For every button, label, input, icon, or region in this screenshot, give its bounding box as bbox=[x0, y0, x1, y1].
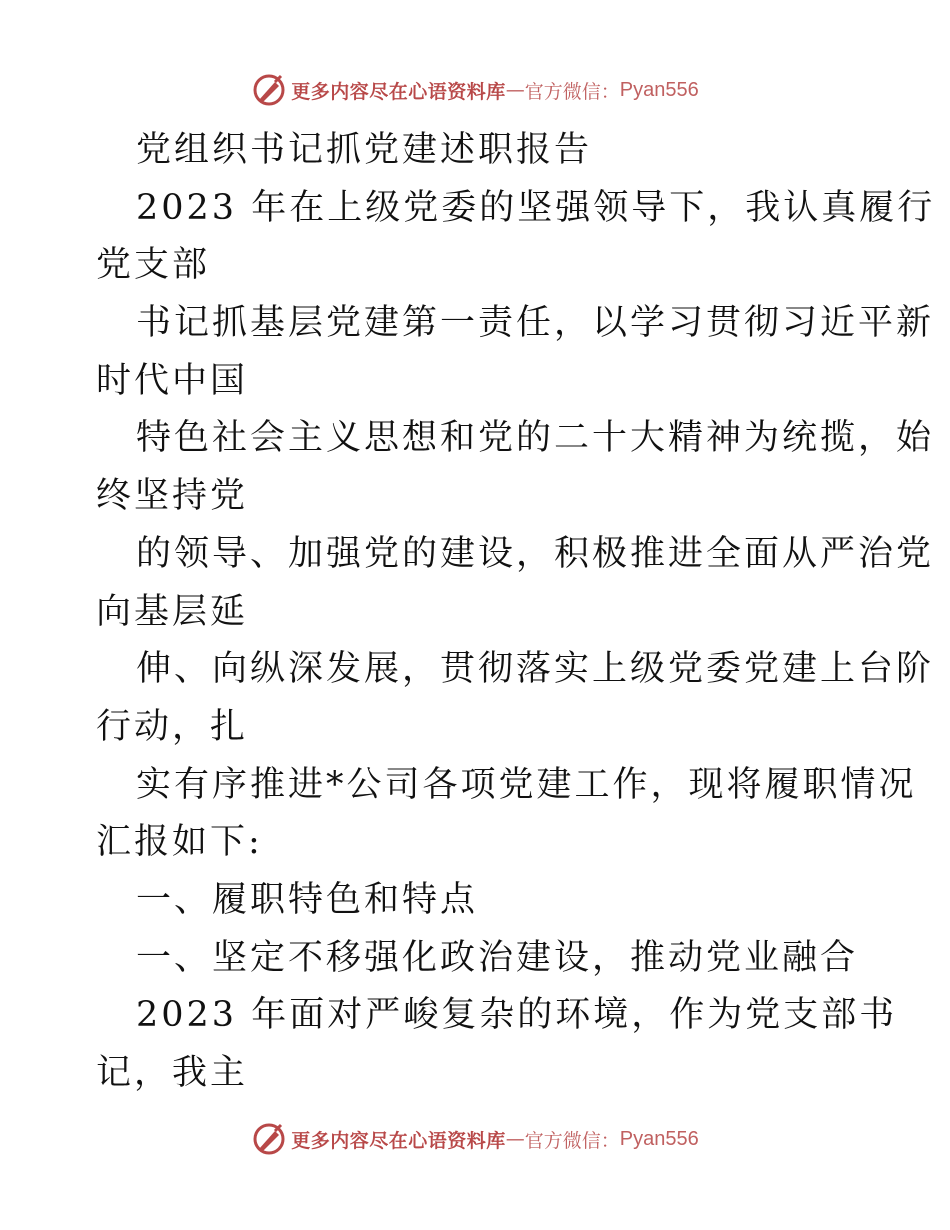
watermark-account: Pyan556 bbox=[619, 78, 699, 101]
header-watermark bbox=[0, 70, 950, 110]
paragraph-line: 伸、向纵深发展，贯彻落实上级党委党建上台阶 bbox=[136, 649, 935, 690]
paragraph-line: 书记抓基层党建第一责任，以学习贯彻习近平新 bbox=[136, 303, 935, 344]
section-heading: 一、履职特色和特点 bbox=[136, 879, 479, 920]
footer-watermark bbox=[0, 1119, 950, 1159]
watermark-label: 官方微信： bbox=[524, 1129, 620, 1152]
paragraph-line: 2023 年在上级党委的坚强领导下，我认真履行 bbox=[136, 187, 936, 228]
paragraph-line: 实有序推进*公司各项党建工作，现将履职情况 bbox=[136, 764, 917, 805]
paragraph-line: 记，我主 bbox=[96, 1053, 249, 1093]
watermark-label: 官方微信： bbox=[524, 80, 620, 103]
pen-logo-icon bbox=[251, 1121, 287, 1157]
doc-title: 党组织书记抓党建述职报告 bbox=[136, 130, 593, 170]
paragraph-line: 党支部 bbox=[96, 245, 211, 286]
paragraph-line: 向基层延 bbox=[96, 591, 249, 632]
document-body bbox=[96, 122, 936, 1103]
subsection-heading: 一、坚定不移强化政治建设，推动党业融合 bbox=[136, 937, 859, 978]
paragraph-line: 汇报如下: bbox=[96, 822, 263, 863]
paragraph-line: 终坚持党 bbox=[96, 476, 249, 517]
watermark-separator: — bbox=[505, 1128, 525, 1150]
paragraph-line: 特色社会主义思想和党的二十大精神为统揽，始 bbox=[136, 418, 935, 459]
watermark-text: 更多内容尽在心语资料库 bbox=[291, 80, 506, 103]
watermark-text: 更多内容尽在心语资料库 bbox=[291, 1129, 506, 1152]
watermark-account: Pyan556 bbox=[619, 1127, 699, 1150]
paragraph-line: 的领导、加强党的建设，积极推进全面从严治党 bbox=[136, 533, 935, 574]
watermark-separator: — bbox=[505, 79, 525, 101]
pen-logo-icon bbox=[251, 72, 287, 108]
paragraph-line: 行动，扎 bbox=[96, 706, 249, 747]
paragraph-line: 时代中国 bbox=[96, 360, 249, 401]
paragraph-line: 2023 年面对严峻复杂的环境，作为党支部书 bbox=[136, 995, 898, 1036]
